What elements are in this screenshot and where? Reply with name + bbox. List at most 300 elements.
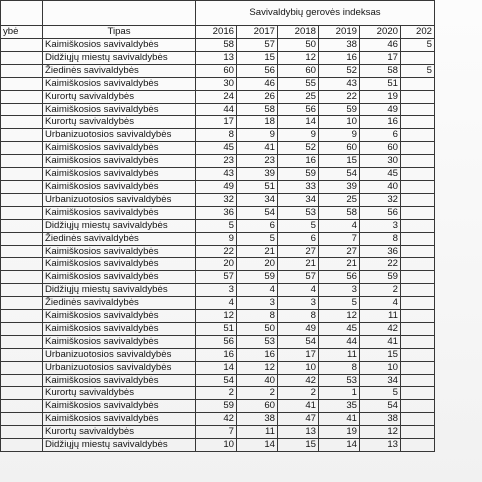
- table-row: [1, 297, 435, 310]
- value-cell: 44: [319, 335, 360, 348]
- table-row: [1, 103, 435, 116]
- value-cell: 60: [319, 142, 360, 155]
- value-cell: 9: [278, 129, 319, 142]
- value-cell: 35: [319, 400, 360, 413]
- blank-cell: [43, 1, 196, 26]
- value-cell: 32: [360, 193, 401, 206]
- value-cell: 5: [401, 39, 435, 52]
- type-cell: Kaimiškosios savivaldybės: [43, 39, 196, 52]
- value-cell: 22: [196, 245, 237, 258]
- value-cell: 32: [196, 193, 237, 206]
- year-header: 202: [401, 26, 435, 39]
- value-cell: 47: [278, 413, 319, 426]
- value-cell: 50: [278, 39, 319, 52]
- value-cell: [401, 245, 435, 258]
- blank-cell: [1, 413, 43, 426]
- value-cell: 12: [237, 361, 278, 374]
- type-cell: Kaimiškosios savivaldybės: [43, 206, 196, 219]
- value-cell: 11: [360, 310, 401, 323]
- value-cell: 21: [319, 258, 360, 271]
- value-cell: 52: [319, 64, 360, 77]
- value-cell: 5: [360, 387, 401, 400]
- table-row: [1, 90, 435, 103]
- value-cell: 33: [278, 180, 319, 193]
- value-cell: 25: [319, 193, 360, 206]
- value-cell: 6: [237, 219, 278, 232]
- blank-cell: [1, 129, 43, 142]
- blank-cell: [1, 219, 43, 232]
- table-row: [1, 193, 435, 206]
- value-cell: [401, 77, 435, 90]
- value-cell: 13: [196, 51, 237, 64]
- column-header-row: [1, 26, 435, 39]
- value-cell: 60: [237, 400, 278, 413]
- value-cell: 3: [278, 297, 319, 310]
- value-cell: 59: [237, 271, 278, 284]
- value-cell: 21: [237, 245, 278, 258]
- value-cell: 14: [278, 116, 319, 129]
- value-cell: 19: [360, 90, 401, 103]
- value-cell: 58: [319, 206, 360, 219]
- value-cell: 59: [196, 400, 237, 413]
- value-cell: 39: [237, 168, 278, 181]
- value-cell: 49: [278, 322, 319, 335]
- type-cell: Žiedinės savivaldybės: [43, 64, 196, 77]
- type-cell: Didžiųjų miestų savivaldybės: [43, 51, 196, 64]
- value-cell: 46: [360, 39, 401, 52]
- value-cell: 11: [237, 426, 278, 439]
- type-cell: Kaimiškosios savivaldybės: [43, 374, 196, 387]
- value-cell: 18: [237, 116, 278, 129]
- value-cell: 55: [278, 77, 319, 90]
- value-cell: 13: [360, 439, 401, 452]
- value-cell: [401, 374, 435, 387]
- blank-cell: [1, 400, 43, 413]
- value-cell: [401, 168, 435, 181]
- value-cell: 46: [237, 77, 278, 90]
- value-cell: 56: [319, 271, 360, 284]
- value-cell: 49: [360, 103, 401, 116]
- value-cell: 41: [360, 335, 401, 348]
- type-cell: Kaimiškosios savivaldybės: [43, 413, 196, 426]
- group-header: Savivaldybių gerovės indeksas: [196, 1, 435, 26]
- value-cell: 8: [319, 361, 360, 374]
- value-cell: 25: [278, 90, 319, 103]
- blank-cell: [1, 271, 43, 284]
- value-cell: 4: [319, 219, 360, 232]
- blank-cell: [1, 361, 43, 374]
- value-cell: 34: [278, 193, 319, 206]
- value-cell: [401, 284, 435, 297]
- type-cell: Kaimiškosios savivaldybės: [43, 103, 196, 116]
- value-cell: [401, 439, 435, 452]
- value-cell: 9: [237, 129, 278, 142]
- value-cell: 20: [237, 258, 278, 271]
- blank-cell: [1, 322, 43, 335]
- table-row: [1, 400, 435, 413]
- blank-cell: [1, 51, 43, 64]
- value-cell: 38: [360, 413, 401, 426]
- value-cell: [401, 426, 435, 439]
- table-row: [1, 374, 435, 387]
- first-column-header: ybė: [1, 26, 43, 39]
- type-cell: Kaimiškosios savivaldybės: [43, 168, 196, 181]
- type-cell: Kurortų savivaldybės: [43, 387, 196, 400]
- year-header: 2020: [360, 26, 401, 39]
- value-cell: [401, 297, 435, 310]
- table-row: [1, 168, 435, 181]
- value-cell: 5: [401, 64, 435, 77]
- value-cell: 5: [278, 219, 319, 232]
- type-cell: Kaimiškosios savivaldybės: [43, 258, 196, 271]
- value-cell: 19: [319, 426, 360, 439]
- value-cell: [401, 322, 435, 335]
- value-cell: 40: [237, 374, 278, 387]
- value-cell: 41: [278, 400, 319, 413]
- table-row: [1, 387, 435, 400]
- blank-cell: [1, 64, 43, 77]
- type-cell: Kaimiškosios savivaldybės: [43, 245, 196, 258]
- value-cell: 56: [237, 64, 278, 77]
- value-cell: 2: [278, 387, 319, 400]
- value-cell: 10: [196, 439, 237, 452]
- value-cell: [401, 310, 435, 323]
- value-cell: 30: [196, 77, 237, 90]
- value-cell: 13: [278, 426, 319, 439]
- type-cell: Didžiųjų miestų savivaldybės: [43, 439, 196, 452]
- value-cell: [401, 348, 435, 361]
- table-row: [1, 335, 435, 348]
- value-cell: 34: [360, 374, 401, 387]
- value-cell: 10: [360, 361, 401, 374]
- blank-cell: [1, 180, 43, 193]
- value-cell: 6: [278, 232, 319, 245]
- value-cell: 11: [319, 348, 360, 361]
- type-cell: Urbanizuotosios savivaldybės: [43, 129, 196, 142]
- table-row: [1, 361, 435, 374]
- value-cell: 8: [360, 232, 401, 245]
- type-cell: Urbanizuotosios savivaldybės: [43, 348, 196, 361]
- value-cell: 56: [278, 103, 319, 116]
- blank-cell: [1, 258, 43, 271]
- value-cell: 15: [278, 439, 319, 452]
- table-row: [1, 180, 435, 193]
- table-row: [1, 348, 435, 361]
- value-cell: [401, 219, 435, 232]
- blank-cell: [1, 439, 43, 452]
- value-cell: 45: [196, 142, 237, 155]
- type-cell: Žiedinės savivaldybės: [43, 232, 196, 245]
- table-row: [1, 206, 435, 219]
- value-cell: 51: [237, 180, 278, 193]
- value-cell: [401, 103, 435, 116]
- value-cell: 17: [196, 116, 237, 129]
- value-cell: 59: [319, 103, 360, 116]
- value-cell: [401, 180, 435, 193]
- value-cell: 56: [196, 335, 237, 348]
- blank-cell: [1, 426, 43, 439]
- value-cell: 2: [237, 387, 278, 400]
- value-cell: 36: [196, 206, 237, 219]
- type-cell: Kaimiškosios savivaldybės: [43, 310, 196, 323]
- value-cell: 22: [360, 258, 401, 271]
- value-cell: 9: [319, 129, 360, 142]
- blank-cell: [1, 206, 43, 219]
- blank-cell: [1, 310, 43, 323]
- value-cell: [401, 193, 435, 206]
- value-cell: 49: [196, 180, 237, 193]
- table-row: [1, 155, 435, 168]
- value-cell: 17: [360, 51, 401, 64]
- table-row: [1, 413, 435, 426]
- blank-cell: [1, 90, 43, 103]
- value-cell: 59: [360, 271, 401, 284]
- year-header: 2017: [237, 26, 278, 39]
- value-cell: 50: [237, 322, 278, 335]
- blank-cell: [1, 387, 43, 400]
- value-cell: 8: [237, 310, 278, 323]
- value-cell: 58: [237, 103, 278, 116]
- value-cell: 41: [237, 142, 278, 155]
- value-cell: 20: [196, 258, 237, 271]
- value-cell: 34: [237, 193, 278, 206]
- value-cell: 57: [196, 271, 237, 284]
- value-cell: 58: [196, 39, 237, 52]
- value-cell: 12: [278, 51, 319, 64]
- value-cell: [401, 232, 435, 245]
- blank-cell: [1, 39, 43, 52]
- blank-cell: [1, 142, 43, 155]
- blank-cell: [1, 374, 43, 387]
- table-row: [1, 77, 435, 90]
- type-cell: Kaimiškosios savivaldybės: [43, 142, 196, 155]
- type-cell: Kaimiškosios savivaldybės: [43, 400, 196, 413]
- value-cell: 54: [360, 400, 401, 413]
- value-cell: [401, 90, 435, 103]
- value-cell: [401, 387, 435, 400]
- value-cell: 27: [319, 245, 360, 258]
- type-cell: Kaimiškosios savivaldybės: [43, 322, 196, 335]
- value-cell: 15: [237, 51, 278, 64]
- table-row: [1, 258, 435, 271]
- value-cell: 51: [360, 77, 401, 90]
- value-cell: 12: [196, 310, 237, 323]
- value-cell: [401, 400, 435, 413]
- table-row: [1, 426, 435, 439]
- value-cell: 14: [319, 439, 360, 452]
- value-cell: 23: [196, 155, 237, 168]
- value-cell: 16: [196, 348, 237, 361]
- table-row: [1, 271, 435, 284]
- type-cell: Kurortų savivaldybės: [43, 116, 196, 129]
- value-cell: 60: [196, 64, 237, 77]
- value-cell: [401, 335, 435, 348]
- value-cell: 51: [196, 322, 237, 335]
- value-cell: 40: [360, 180, 401, 193]
- table-row: [1, 129, 435, 142]
- value-cell: [401, 413, 435, 426]
- value-cell: 23: [237, 155, 278, 168]
- value-cell: 1: [319, 387, 360, 400]
- value-cell: 39: [319, 180, 360, 193]
- value-cell: 15: [360, 348, 401, 361]
- value-cell: 60: [360, 142, 401, 155]
- value-cell: 4: [360, 297, 401, 310]
- blank-cell: [1, 1, 43, 26]
- value-cell: 4: [237, 284, 278, 297]
- value-cell: 12: [319, 310, 360, 323]
- type-cell: Didžiųjų miestų savivaldybės: [43, 284, 196, 297]
- value-cell: 10: [319, 116, 360, 129]
- value-cell: 59: [278, 168, 319, 181]
- table-row: [1, 439, 435, 452]
- value-cell: 5: [196, 219, 237, 232]
- blank-cell: [1, 232, 43, 245]
- value-cell: [401, 361, 435, 374]
- value-cell: [401, 271, 435, 284]
- value-cell: 54: [319, 168, 360, 181]
- value-cell: 57: [278, 271, 319, 284]
- type-cell: Kaimiškosios savivaldybės: [43, 271, 196, 284]
- blank-cell: [1, 284, 43, 297]
- value-cell: 57: [237, 39, 278, 52]
- type-cell: Kaimiškosios savivaldybės: [43, 335, 196, 348]
- value-cell: 38: [319, 39, 360, 52]
- value-cell: 4: [278, 284, 319, 297]
- value-cell: 56: [360, 206, 401, 219]
- value-cell: 42: [278, 374, 319, 387]
- value-cell: 2: [196, 387, 237, 400]
- value-cell: [401, 51, 435, 64]
- value-cell: [401, 142, 435, 155]
- value-cell: 8: [278, 310, 319, 323]
- type-cell: Urbanizuotosios savivaldybės: [43, 193, 196, 206]
- type-cell: Kaimiškosios savivaldybės: [43, 77, 196, 90]
- type-cell: Kurortų savivaldybės: [43, 90, 196, 103]
- value-cell: 14: [196, 361, 237, 374]
- value-cell: 52: [278, 142, 319, 155]
- value-cell: 42: [360, 322, 401, 335]
- value-cell: 54: [237, 206, 278, 219]
- type-header: Tipas: [43, 26, 196, 39]
- value-cell: 3: [196, 284, 237, 297]
- value-cell: 22: [319, 90, 360, 103]
- value-cell: 3: [360, 219, 401, 232]
- table-row: [1, 322, 435, 335]
- value-cell: 38: [237, 413, 278, 426]
- value-cell: [401, 206, 435, 219]
- value-cell: 24: [196, 90, 237, 103]
- type-cell: Kaimiškosios savivaldybės: [43, 155, 196, 168]
- value-cell: 30: [360, 155, 401, 168]
- value-cell: 27: [278, 245, 319, 258]
- value-cell: [401, 258, 435, 271]
- value-cell: 16: [360, 116, 401, 129]
- value-cell: 9: [196, 232, 237, 245]
- type-cell: Kurortų savivaldybės: [43, 426, 196, 439]
- blank-cell: [1, 116, 43, 129]
- value-cell: 43: [319, 77, 360, 90]
- value-cell: 12: [360, 426, 401, 439]
- table-row: [1, 284, 435, 297]
- value-cell: 53: [319, 374, 360, 387]
- value-cell: 41: [319, 413, 360, 426]
- blank-cell: [1, 348, 43, 361]
- value-cell: 2: [360, 284, 401, 297]
- year-header: 2016: [196, 26, 237, 39]
- value-cell: 14: [237, 439, 278, 452]
- table-row: [1, 219, 435, 232]
- value-cell: 6: [360, 129, 401, 142]
- value-cell: 5: [237, 232, 278, 245]
- value-cell: 16: [237, 348, 278, 361]
- blank-cell: [1, 245, 43, 258]
- value-cell: 60: [278, 64, 319, 77]
- value-cell: 8: [196, 129, 237, 142]
- value-cell: 53: [237, 335, 278, 348]
- table-row: [1, 142, 435, 155]
- table-row: [1, 310, 435, 323]
- table-row: [1, 232, 435, 245]
- blank-cell: [1, 103, 43, 116]
- type-cell: Žiedinės savivaldybės: [43, 297, 196, 310]
- type-cell: Kaimiškosios savivaldybės: [43, 180, 196, 193]
- type-cell: Didžiųjų miestų savivaldybės: [43, 219, 196, 232]
- value-cell: 7: [319, 232, 360, 245]
- value-cell: 3: [237, 297, 278, 310]
- value-cell: 4: [196, 297, 237, 310]
- value-cell: 21: [278, 258, 319, 271]
- blank-cell: [1, 168, 43, 181]
- year-header: 2019: [319, 26, 360, 39]
- value-cell: 16: [278, 155, 319, 168]
- table-row: [1, 64, 435, 77]
- value-cell: 43: [196, 168, 237, 181]
- value-cell: 54: [196, 374, 237, 387]
- blank-cell: [1, 335, 43, 348]
- value-cell: 15: [319, 155, 360, 168]
- value-cell: [401, 155, 435, 168]
- table-row: [1, 39, 435, 52]
- value-cell: 36: [360, 245, 401, 258]
- year-header: 2018: [278, 26, 319, 39]
- value-cell: 26: [237, 90, 278, 103]
- value-cell: 53: [278, 206, 319, 219]
- value-cell: 54: [278, 335, 319, 348]
- blank-cell: [1, 155, 43, 168]
- table-row: [1, 245, 435, 258]
- group-header-row: [1, 1, 435, 26]
- blank-cell: [1, 297, 43, 310]
- value-cell: 42: [196, 413, 237, 426]
- value-cell: 45: [360, 168, 401, 181]
- blank-cell: [1, 77, 43, 90]
- value-cell: 5: [319, 297, 360, 310]
- value-cell: [401, 116, 435, 129]
- value-cell: 7: [196, 426, 237, 439]
- value-cell: 58: [360, 64, 401, 77]
- value-cell: 17: [278, 348, 319, 361]
- value-cell: 45: [319, 322, 360, 335]
- value-cell: 16: [319, 51, 360, 64]
- blank-cell: [1, 193, 43, 206]
- table-row: [1, 51, 435, 64]
- type-cell: Urbanizuotosios savivaldybės: [43, 361, 196, 374]
- table-row: [1, 116, 435, 129]
- value-cell: 3: [319, 284, 360, 297]
- value-cell: [401, 129, 435, 142]
- value-cell: 44: [196, 103, 237, 116]
